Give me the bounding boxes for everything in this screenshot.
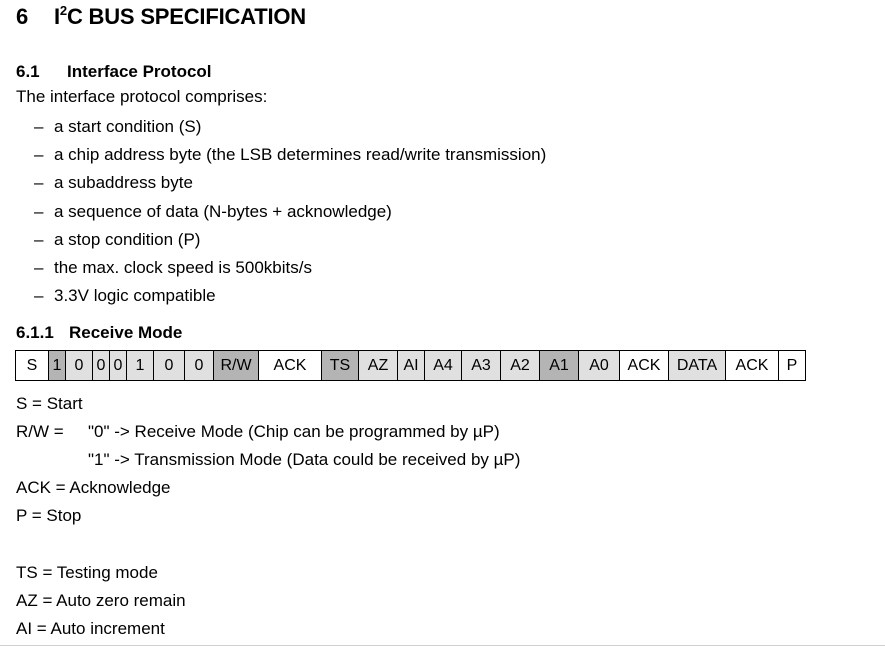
subsection-title: Receive Mode <box>69 323 183 342</box>
frame-cell: ACK <box>726 351 779 381</box>
protocol-list-item <box>34 173 546 201</box>
list-dash: – <box>34 229 44 249</box>
section-number: 6.1 <box>16 62 40 81</box>
legend-stop: P = Stop <box>16 506 82 525</box>
legend-rw-receive: "0" -> Receive Mode (Chip can be programmed by µP) <box>88 422 500 441</box>
legend-rw <box>16 422 500 442</box>
chapter-title-suffix: C BUS SPECIFICATION <box>66 4 306 29</box>
frame-cell: A0 <box>579 351 620 381</box>
protocol-list-item <box>34 230 546 258</box>
section-title: Interface Protocol <box>67 62 212 81</box>
chapter-number: 6 <box>16 4 29 29</box>
legend-az: AZ = Auto zero remain <box>16 591 186 610</box>
chapter-title-prefix: I <box>54 4 60 29</box>
frame-cell: 0 <box>154 351 185 381</box>
frame-cell: 0 <box>110 351 127 381</box>
protocol-list-item <box>34 258 546 286</box>
frame-row <box>16 351 806 381</box>
frame-cell: 0 <box>66 351 93 381</box>
protocol-list-item <box>34 145 546 173</box>
frame-cell: 1 <box>49 351 66 381</box>
legend-ack: ACK = Acknowledge <box>16 478 171 497</box>
frame-cell: R/W <box>214 351 259 381</box>
frame-cell: AZ <box>359 351 398 381</box>
protocol-list-item <box>34 286 546 314</box>
subsection-heading <box>16 323 182 343</box>
list-dash: – <box>34 117 44 136</box>
legend-rw-transmit: "1" -> Transmission Mode (Data could be received by µP) <box>88 450 521 469</box>
chapter-heading <box>16 4 306 30</box>
frame-cell: A3 <box>462 351 501 381</box>
legend-rw-label: R/W = <box>16 422 64 441</box>
intro-paragraph: The interface protocol comprises: <box>16 87 268 106</box>
bottom-divider <box>0 645 885 646</box>
protocol-list <box>34 117 546 314</box>
protocol-list-item <box>34 117 546 145</box>
receive-mode-frame <box>15 350 806 381</box>
list-dash: – <box>34 173 44 193</box>
list-item-text: a stop condition (P) <box>54 229 201 249</box>
legend-start: S = Start <box>16 394 83 413</box>
list-dash: – <box>34 145 44 165</box>
frame-cell: A1 <box>540 351 579 381</box>
list-item-text: a chip address byte (the LSB determines read/write transmission) <box>54 145 547 165</box>
list-item-text: 3.3V logic compatible <box>54 286 216 306</box>
frame-cell: ACK <box>620 351 669 381</box>
legend-ai: AI = Auto increment <box>16 619 165 638</box>
list-dash: – <box>34 201 44 221</box>
frame-cell: ACK <box>259 351 322 381</box>
section-heading <box>16 62 212 82</box>
list-item-text: a subaddress byte <box>54 173 193 193</box>
list-item-text: the max. clock speed is 500kbits/s <box>54 257 312 277</box>
frame-cell: DATA <box>669 351 726 381</box>
frame-cell: P <box>779 351 806 381</box>
frame-cell: 0 <box>185 351 214 381</box>
list-item-text: a sequence of data (N-bytes + acknowledge) <box>54 201 392 221</box>
frame-cell: A4 <box>425 351 462 381</box>
protocol-list-item <box>34 202 546 230</box>
list-dash: – <box>34 286 44 306</box>
legend-ts: TS = Testing mode <box>16 563 158 582</box>
frame-cell: 1 <box>127 351 154 381</box>
chapter-title-superscript: 2 <box>59 3 67 18</box>
list-dash: – <box>34 257 44 277</box>
frame-cell: TS <box>322 351 359 381</box>
frame-cell: S <box>16 351 49 381</box>
list-item-text: a start condition (S) <box>54 117 202 136</box>
frame-cell: AI <box>398 351 425 381</box>
frame-cell: 0 <box>93 351 110 381</box>
subsection-number: 6.1.1 <box>16 323 54 342</box>
frame-cell: A2 <box>501 351 540 381</box>
